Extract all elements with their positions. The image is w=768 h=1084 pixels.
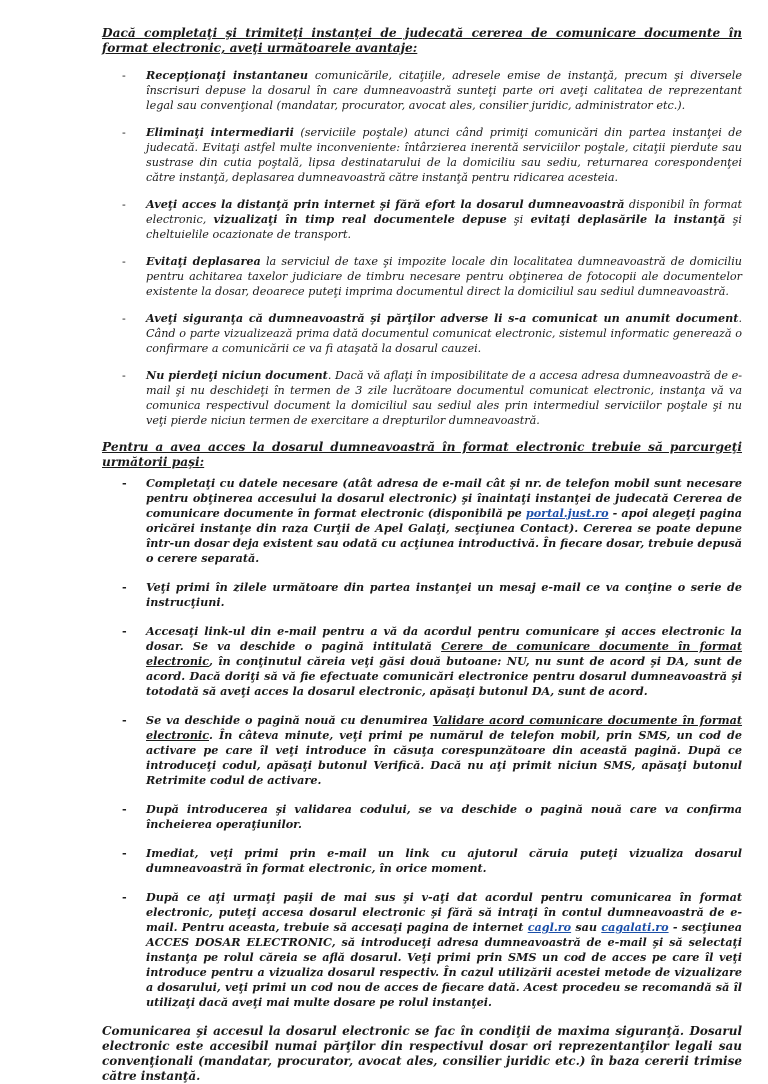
list-item: - Completaţi cu datele necesare (atât adresa de e-mail cât şi nr. de telefon mobil sunt necesare pentru obţinerea accesului la dosarul electronic) şi înaintaţi instanţei de judecată Cererea de comunicare documente în format electronic (disponibilă pe portal.just.ro - apoi alegeţi pagina oricărei instanţe din raza Curţii de Apel Galaţi, secţiunea Contact). Cererea se poate depune într-un dosar deja existent sau odată cu acţiunea introductivă. În fiecare dosar, trebuie depusă o cerere separată. [122, 476, 743, 565]
list-item: - Aveţi siguranţa că dumneavoastră şi părţilor adverse li s-a comunicat un anumit document. Când o parte vizualizează prima dată documentul comunicat electronic, sistemul informatic generează o confirmare a comunicării ce va fi ataşată la dosarul cauzei. [122, 311, 742, 355]
list-item: - Accesaţi link-ul din e-mail pentru a vă da acordul pentru comunicare şi acces electronic la dosar. Se va deschide o pagină intitulată Cerere de comunicare documente în format electronic, în conţinutul căreia veţi găsi două butoane: NU, nu sunt de acord şi DA, sunt de acord. Dacă doriţi să vă fie efectuate comunicări electronice pentru dosarul dumneavoastră şi totodată să aveţi acces la dosarul electronic, apăsaţi butonul DA, sunt de acord. [122, 624, 743, 698]
portal-just-link[interactable]: portal.just.ro [525, 506, 609, 520]
advantages-heading: Dacă completaţi şi trimiteţi instanţei de judecată cererea de comunicare documente în format electronic, aveţi următoarele avantaje: [102, 26, 742, 55]
list-item: - Nu pierdeţi niciun document. Dacă vă aflaţi în imposibilitate de a accesa adresa dumneavoastră de e-mail şi nu deschideţi în termen de 3 zile lucrătoare documentul comunicat electronic, instanţa vă va comunica respectivul document la domiciliul sau sediul ales prin intermediul serviciilor poştale şi nu veţi pierde niciun termen de exercitare a drepturilor dumneavoastră. [122, 368, 742, 427]
steps-list [102, 476, 742, 1010]
list-item: - Eliminaţi intermediarii (serviciile poştale) atunci când primiţi comunicări din partea instanţei de judecată. Evitaţi astfel multe inconveniente: întârzierea inerentă serviciilor poştale, citaţii pierdute sau sustrase din cutia poştală, lipsa destinatarului de la domiciliu sau sediu, returnarea corespondenţei către instanţă, deplasarea dumneavoastră către instanţă pentru ridicarea acesteia. [122, 125, 742, 184]
advantages-list [102, 68, 742, 428]
list-item: - Se va deschide o pagină nouă cu denumirea Validare acord comunicare documente în format electronic. În câteva minute, veţi primi pe numărul de telefon mobil, prin SMS, un cod de activare pe care îl veţi introduce în căsuţa corespunzătoare din această pagină. După ce introduceţi codul, apăsaţi butonul Verifică. Dacă nu aţi primit niciun SMS, apăsaţi butonul Retrimite codul de activare. [122, 713, 743, 787]
list-item: - Imediat, veţi primi prin e-mail un link cu ajutorul căruia puteţi vizualiza dosarul dumneavoastră în format electronic, în orice moment. [122, 846, 742, 875]
cagalati-link[interactable]: cagalati.ro [601, 920, 669, 934]
list-item: - După ce aţi urmaţi paşii de mai sus şi v-aţi dat acordul pentru comunicarea în format electronic, puteţi accesa dosarul electronic şi fără să intraţi în contul dumneavoastră de e-mail. Pentru aceasta, trebuie să accesaţi pagina de internet cagl.ro sau cagalati.ro - secţiunea ACCES DOSAR ELECTRONIC, să introduceţi adresa dumneavoastră de e-mail şi să selectaţi instanţa pe rolul căreia se află dosarul. Veţi primi prin SMS un cod de acces pe care îl veţi introduce pentru a vizualiza dosarul respectiv. În cazul utilizării acestei metode de vizualizare a dosarului, veţi primi un cod nou de acces de fiecare dată. Acest procedeu se recomandă să îl utilizaţi dacă aveţi mai multe dosare pe rolul instanţei. [122, 890, 742, 1009]
steps-heading: Pentru a avea acces la dosarul dumneavoastră în format electronic trebuie să parcurgeţi următorii paşi: [102, 440, 742, 469]
list-item: - Veţi primi în zilele următoare din partea instanţei un mesaj e-mail ce va conţine o serie de instrucţiuni. [122, 580, 742, 609]
list-item: - Recepţionaţi instantaneu comunicările, citaţiile, adresele emise de instanţă, precum şi diversele înscrisuri depuse la dosarul în care dumneavoastră sunteţi parte ori aveţi calitatea de reprezentant legal sau convenţional (mandatar, procurator, avocat ales, consilier juridic, administrator etc.). [122, 68, 742, 112]
security-notice: Comunicarea şi accesul la dosarul electronic se fac în condiţii de maxima siguranţă. Dosarul electronic este accesibil numai părţilor din respectivul dosar ori reprezentanţilor legali sau convenţionali (mandatar, procurator, avocat ales, consilier juridic etc.) în baza cererii trimise către instanţă. [102, 1024, 742, 1083]
list-item: - Evitaţi deplasarea la serviciul de taxe şi impozite locale din localitatea dumneavoastră de domiciliu pentru achitarea taxelor judiciare de timbru necesare pentru obţinerea de fotocopii ale documentelor existente la dosar, deoarece puteţi imprima documentul direct la domiciliul sau sediul dumneavoastră. [122, 254, 742, 298]
cagl-link[interactable]: cagl.ro [527, 920, 572, 934]
list-item: - După introducerea şi validarea codului, se va deschide o pagină nouă care va confirma încheierea operaţiunilor. [122, 802, 742, 831]
list-item: - Aveţi acces la distanţă prin internet şi fără efort la dosarul dumneavoastră disponibil în format electronic, vizualizaţi în timp real documentele depuse şi evitaţi deplasările la instanţă şi cheltuielile ocazionate de transport. [122, 197, 742, 241]
